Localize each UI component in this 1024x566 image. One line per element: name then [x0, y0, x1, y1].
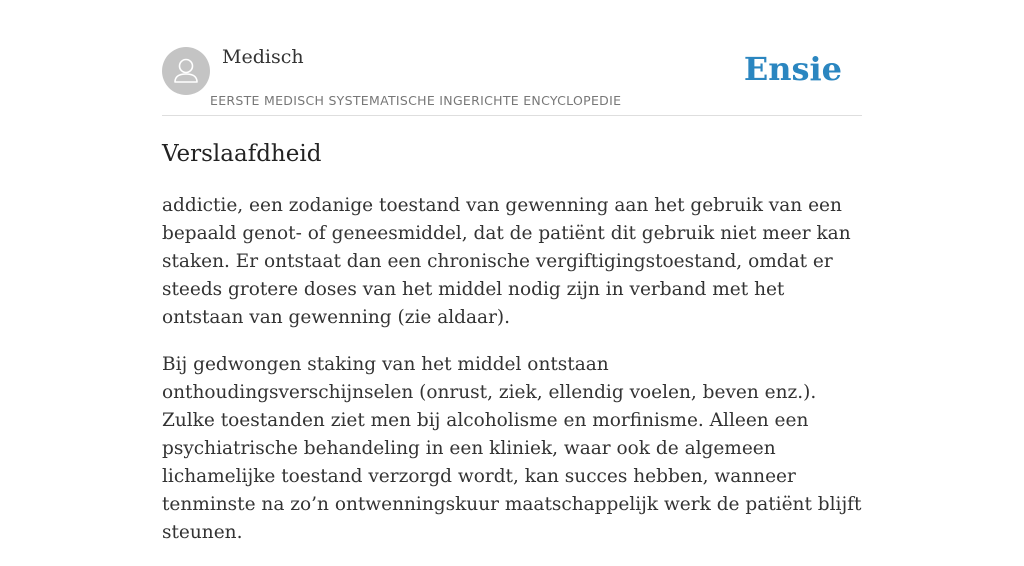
user-icon[interactable]: [162, 47, 210, 95]
brand-logo[interactable]: Ensie: [743, 50, 842, 88]
source-name[interactable]: Medisch: [222, 46, 304, 68]
article-paragraph: addictie, een zodanige toestand van gewenning aan het gebruik van een bepaald genot- of geneesmiddel, dat de patiënt dit gebruik niet meer kan staken. Er ontstaat dan een chronische vergiftigingstoestand, omdat er steeds grotere doses van het middel nodig zijn in verband met het ontstaan van gewenning (zie aldaar).: [162, 195, 851, 328]
source-header: [162, 0, 862, 116]
article-title: Verslaafdheid: [162, 141, 322, 167]
article: [162, 138, 862, 566]
source-subtitle: EERSTE MEDISCH SYSTEMATISCHE INGERICHTE ENCYCLOPEDIE: [210, 93, 622, 108]
article-paragraph: Bij gedwongen staking van het middel ontstaan onthoudingsverschijnselen (onrust, ziek, ellendig voelen, beven enz.). Zulke toestanden ziet men bij alcoholisme en morfinisme. Alleen een psychiatrische behandeling in een kliniek, waar ook de algemeen lichamelijke toestand verzorgd wordt, kan succes hebben, wanneer tenminste na zo’n ontwenningskuur maatschappelijk werk de patiënt blijft steunen.: [162, 354, 862, 543]
